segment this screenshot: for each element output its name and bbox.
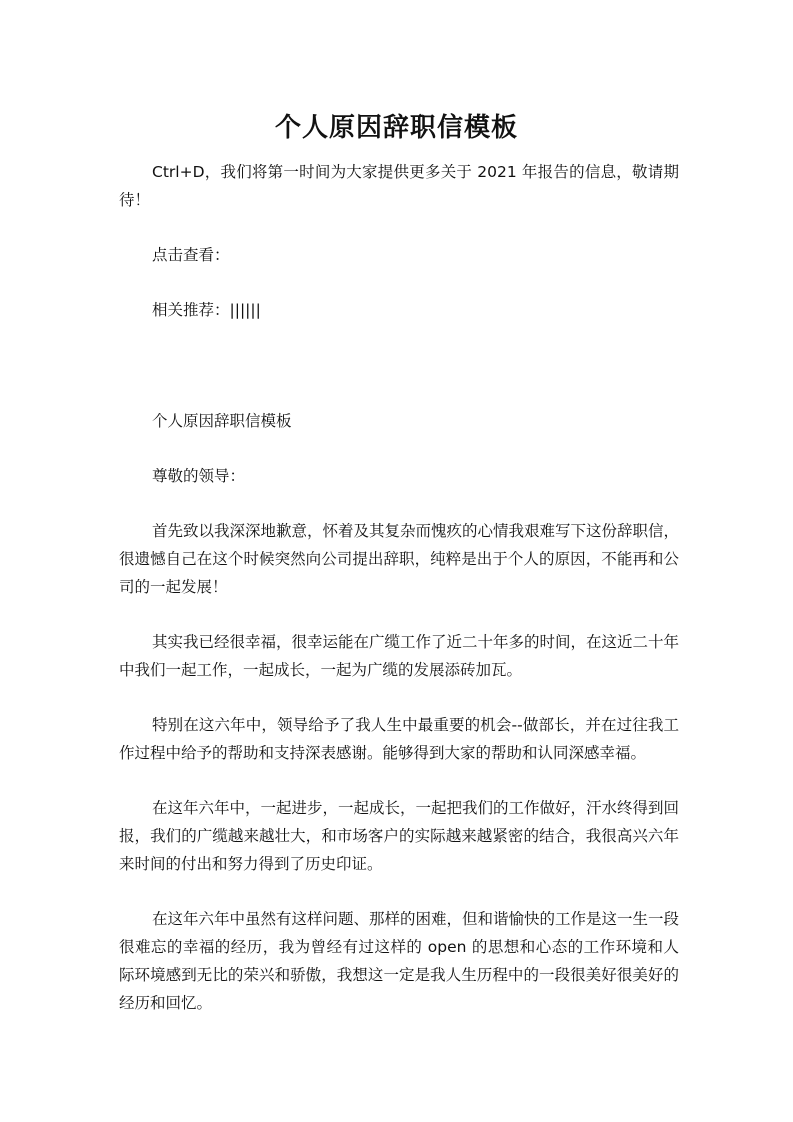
letter-paragraph: 其实我已经很幸福，很幸运能在广缆工作了近二十年多的时间，在这近二十年中我们一起工作，一起成长，一起为广缆的发展添砖加瓦。 [119, 633, 680, 679]
document-title: 个人原因辞职信模板 [274, 113, 518, 143]
letter-heading: 个人原因辞职信模板 [152, 412, 292, 430]
letter-salutation: 尊敬的领导： [152, 467, 246, 485]
letter-paragraph: 在这年六年中，一起进步，一起成长，一起把我们的工作做好，汗水终得到回报，我们的广缆越来越壮大，和市场客户的实际越来越紧密的结合，我很高兴六年来时间的付出和努力得到了历史印证。 [119, 799, 680, 873]
related-recommendations-line: 相关推荐：|||||| [152, 301, 261, 319]
click-to-view-line: 点击查看： [152, 246, 230, 264]
intro-paragraph: Ctrl+D，我们将第一时间为大家提供更多关于 2021 年报告的信息，敬请期待！ [119, 163, 679, 209]
letter-paragraph: 在这年六年中虽然有这样问题、那样的困难，但和谐愉快的工作是这一生一段很难忘的幸福的经历，我为曾经有过这样的 open 的思想和心态的工作环境和人际环境感到无比的荣兴和骄傲，我想这一定是我人生历程中的一段很美好很美好的经历和回忆。 [119, 910, 680, 1012]
letter-paragraph: 特别在这六年中，领导给予了我人生中最重要的机会--做部长，并在过往我工作过程中给予的帮助和支持深表感谢。能够得到大家的帮助和认同深感幸福。 [119, 716, 679, 762]
document-body [119, 158, 679, 1017]
letter-paragraph: 首先致以我深深地歉意，怀着及其复杂而愧疚的心情我艰难写下这份辞职信，很遗憾自己在这个时候突然向公司提出辞职，纯粹是出于个人的原因，不能再和公司的一起发展！ [119, 522, 680, 596]
